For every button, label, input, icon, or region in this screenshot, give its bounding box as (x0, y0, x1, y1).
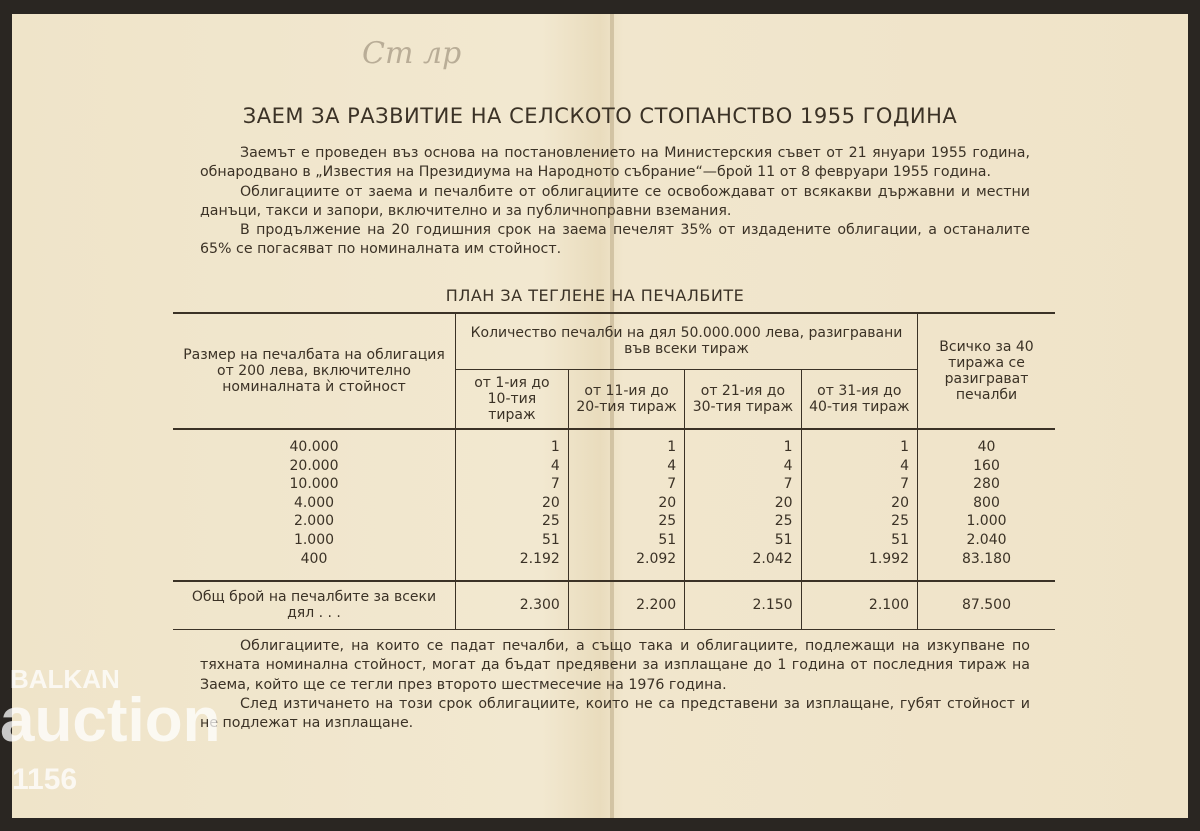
prize-count: 4 (685, 457, 801, 476)
prize-plan-table (173, 312, 1055, 630)
prize-count: 20 (685, 494, 801, 513)
prize-count: 20 (801, 494, 917, 513)
header-prize: Размер на печалбата на облигация от 200 лева, включително номиналната ѝ стойност (173, 313, 456, 429)
table-row (173, 475, 1055, 494)
total-cell: 2.150 (685, 581, 801, 629)
prize-amount: 1.000 (293, 531, 335, 548)
intro-text (200, 144, 1030, 260)
prize-amount: 10.000 (289, 476, 339, 493)
table-row (173, 494, 1055, 513)
prize-count: 4 (801, 457, 917, 476)
prize-count: 4 (568, 457, 684, 476)
handwritten-note: Ст лр (362, 36, 462, 71)
closing-paragraph: След изтичането на този срок облигациите, които не са представени за изплащане, губят стойност и не подлежат на изплащане. (200, 695, 1030, 732)
total-cell: 2.100 (801, 581, 917, 629)
watermark-line: auction (0, 686, 221, 755)
prize-count: 1 (801, 429, 917, 457)
prize-count: 1.000 (918, 512, 1056, 531)
prize-count: 1 (456, 429, 569, 457)
prize-count: 7 (801, 475, 917, 494)
table-row (173, 531, 1055, 550)
prize-count: 280 (918, 475, 1056, 494)
prize-count: 25 (568, 512, 684, 531)
prize-amount: 2.000 (293, 513, 335, 530)
table-title: ПЛАН ЗА ТЕГЛЕНЕ НА ПЕЧАЛБИТЕ (445, 286, 745, 305)
prize-count: 25 (801, 512, 917, 531)
prize-count: 51 (801, 531, 917, 550)
prize-count: 1 (568, 429, 684, 457)
watermark-logo (0, 664, 220, 797)
prize-count: 1.992 (801, 550, 917, 582)
prize-count: 1 (685, 429, 801, 457)
prize-count: 7 (685, 475, 801, 494)
header-period: от 31-ия до 40-тия тираж (801, 369, 917, 429)
header-period: от 21-ия до 30-тия тираж (685, 369, 801, 429)
prize-count: 40 (918, 429, 1056, 457)
watermark-line: BALKAN (10, 664, 120, 694)
prize-count: 800 (918, 494, 1056, 513)
document-title: ЗАЕМ ЗА РАЗВИТИЕ НА СЕЛСКОТО СТОПАНСТВО 1955 ГОДИНА (242, 104, 958, 128)
total-cell: 2.300 (456, 581, 569, 629)
header-total: Всичко за 40 тиража се разиграват печалби (918, 313, 1056, 429)
table-row (173, 429, 1055, 457)
prize-amount: 20.000 (289, 457, 339, 474)
header-period: от 11-ия до 20-тия тираж (568, 369, 684, 429)
table-row (173, 512, 1055, 531)
prize-count: 20 (456, 494, 569, 513)
intro-paragraph: Облигациите от заема и печалбите от облигациите се освобождават от всякакви държавни и местни данъци, такси и запори, включително и за публичноправни вземания. (200, 183, 1030, 219)
prize-count: 2.040 (918, 531, 1056, 550)
closing-paragraph: Облигациите, на които се падат печалби, а също така и облигациите, подлежащи на изкупване по тяхната номинална стойност, могат да бъдат предявени за изплащане до 1 година от последния тираж на Заема, който ще се тегли през второто шестмесечие на 1976 година. (200, 638, 1030, 693)
prize-count: 2.192 (456, 550, 569, 582)
prize-count: 2.092 (568, 550, 684, 582)
prize-count: 51 (568, 531, 684, 550)
prize-count: 4 (456, 457, 569, 476)
prize-amount: 4.000 (293, 494, 335, 511)
prize-count: 20 (568, 494, 684, 513)
prize-count: 7 (456, 475, 569, 494)
prize-count: 25 (456, 512, 569, 531)
prize-amount: 400 (300, 550, 328, 567)
header-period: от 1-ия до 10-тия тираж (456, 369, 569, 429)
prize-count: 7 (568, 475, 684, 494)
prize-count: 2.042 (685, 550, 801, 582)
prize-amount: 40.000 (289, 439, 339, 455)
intro-paragraph: Заемът е проведен въз основа на постановлението на Министерския съвет от 21 януари 1955 година, обнародвано в „Известия на Президиума на Народното събрание“—брой 11 от 8 февруари 1955 година. (200, 145, 1030, 181)
intro-paragraph: В продължение на 20 годишния срок на заема печелят 35% от издадените облигации, а останалите 65% се погасяват по номиналната им стойност. (200, 222, 1030, 258)
prize-count: 160 (918, 457, 1056, 476)
total-cell: 87.500 (918, 581, 1056, 629)
watermark-line: 1156 (12, 763, 78, 796)
prize-count: 25 (685, 512, 801, 531)
closing-text (200, 637, 1030, 733)
table-row (173, 550, 1055, 582)
table-row (173, 457, 1055, 476)
total-cell: 2.200 (568, 581, 684, 629)
header-group: Количество печалби на дял 50.000.000 лева, разигравани във всеки тираж (456, 313, 918, 369)
prize-count: 51 (685, 531, 801, 550)
prize-count: 51 (456, 531, 569, 550)
totals-label: Общ брой на печалбите за всеки дял . . . (191, 589, 437, 622)
prize-count: 83.180 (918, 550, 1056, 582)
